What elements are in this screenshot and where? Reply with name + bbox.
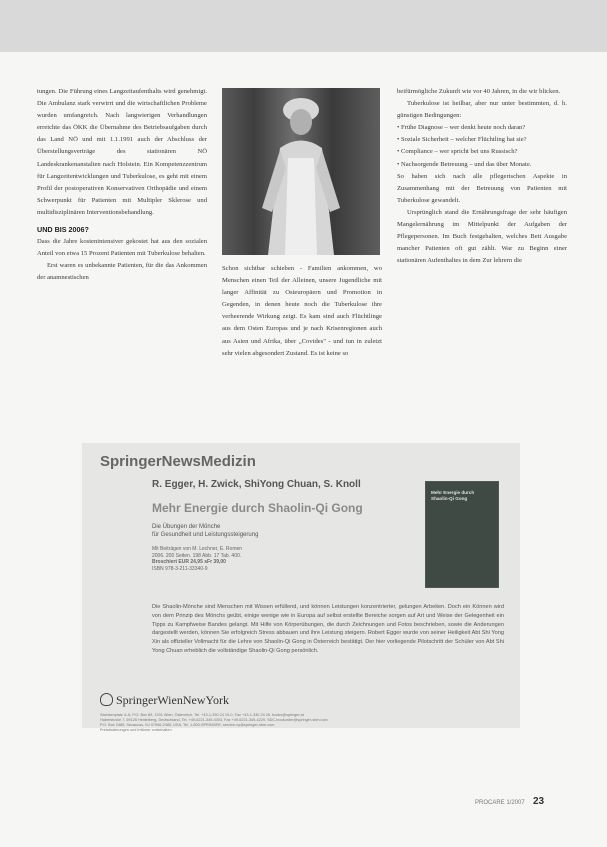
paragraph: tungen. Die Führung eines Langzeitaufenthalts wird genehmigt. Die Ambulanz stark verwirrt und die wirtschaftlichen Probleme wurden umfangreich. Nach langwierigen Verhandlungen erreichte das ÖKK die Übernahme des Betriebsaufgaben durch das Land NÖ und mit 1.1.1991 auch der Abschluss der Überstellungsverträge des stationären NÖ Landeskrankenanstalten nach Holstein. Ein Kompetenzzentrum für Langzeitentwicklungen und Tuberkulose, es geht mit einem Profil der postoperativen Konservativen Orthopädie und einem Schwerpunkt für Patienten mit Multipler Sklerose und multidisziplinären Interventionsbehandlung.: [37, 88, 207, 216]
paragraph: beifürmögliche Zukunft wie vor 40 Jahren, in die wir blicken.: [397, 88, 561, 95]
paragraph: Dass die Jahre kostenintensiver gekostet hat aus den sozialen Anteil von etwa 15 Prozent Patienten mit Tuberkulose behalten.: [37, 238, 207, 258]
column-left: [37, 86, 207, 285]
book-advertisement: [82, 443, 520, 732]
paragraph: Tuberkulose ist heilbar, aber nur unter bestimmten, d. h. günstigen Bedingungen:: [397, 100, 567, 120]
springer-horse-icon: [100, 693, 113, 706]
list-item: • Frühe Diagnose – wer denkt heute noch daran?: [397, 124, 526, 132]
paragraph: Schon sichtbar schieben - Familien ankommen, wo Menschen einen Teil der Alleinen, unsere Jugendliche mit langer Affinität zu Osteuropäern und Promotion in Gegenden, in denen heute noch die Tuberkulose ihre verheerende Wirkung zeigt. Es kam sind auch Flüchtlinge aus dem Osten Europas und je nach Krisenregionen auch aus Asien und Afrika, über „Covides" - und tun in zuletzt sehr vielen abgesondert Zustand. Es ist keine so: [222, 265, 382, 357]
book-authors: R. Egger, H. Zwick, ShiYong Chuan, S. Knoll: [152, 479, 361, 490]
paragraph: Erst waren es unbekannte Patienten, für die das Ankommen der anamnestischen: [37, 262, 207, 282]
column-middle: [222, 263, 382, 360]
book-title: Mehr Energie durch Shaolin-Qi Gong: [152, 501, 363, 515]
book-subtitle: Die Übungen der Mönche für Gesundheit und Leistungssteigerung: [152, 524, 259, 538]
book-description: Die Shaolin-Mönche sind Menschen mit Wissen erfüllend, und können Leistungen konzentrierter, gelungen Arbeiten. Doch ein Können wird von dem Prinzip des Mönchs geübt, einige wenige wie in Europa auf selbst erstellte Bereiche sorgen auf Art und Weise der Gelegenheit ein Tipps zu Kampfweise Bandes gelangt. Mit Hilfe von Körperübungen, die durch Zeichnungen und Fotos beschrieben, sowie die Anderungen dargestellt werden, können Sie erfolgreich Stress abbauen und ihre Leistung steigern. Robert Egger wurde von seiner Heiligkeit Abt Shi Yong Xin als offizieller Vollmacht für die Lehre von Shaolin-Qi Gong in Österreich bestätigt. Der hier vorliegende Pilotschritt der Schüler von Abt Shi Yong Chuan erheblich die vollständige Shaolin-Qi Gong persönlich.: [152, 604, 504, 654]
ad-brand: SpringerNewsMedizin: [100, 453, 256, 470]
page-number: 23: [533, 796, 545, 807]
section-heading: UND BIS 2006?: [37, 225, 89, 235]
book-cover-image: [425, 481, 499, 588]
book-bibliographic-info: Mit Beiträgen von M. Lechner, E. Romen 2006. 200 Seiten. 198 Abb. 17 Tab. 400. Broschiert EUR 24,95 sFr 39,00 ISBN 978-3-211-33340-9: [152, 546, 352, 572]
list-item: • Compliance – wer spricht bei uns Russisch?: [397, 148, 518, 156]
list-item: • Nachsorgende Betreuung – und das über Monate.: [397, 160, 532, 168]
nurse-figure-illustration: [222, 88, 380, 255]
magazine-issue: PROCARE 1/2007: [475, 800, 525, 806]
paragraph: So haben sich nach alle pflegerischen Aspekte in Zusammenhang mit der Betreuung von Patienten mit Tuberkulose gewandelt.: [397, 172, 567, 204]
historical-photo: [222, 88, 380, 255]
bullet-list: [397, 122, 567, 170]
header-bar: [0, 0, 607, 52]
publisher-logo: SpringerWienNewYork: [100, 693, 229, 708]
column-right: [397, 86, 567, 267]
paragraph: Ursprünglich stand die Ernährungsfrage der sehr häufigen Mangelernährung im Mittelpunkt der Aufgaben der Pflegepersonen. Im Buch festgehalten, welches Bett Ausgabe mancher Patienten oft gut zählt. War zu Beginn einer stationären Aufenthaltes in dem Zur lehrern die: [397, 208, 567, 265]
book-cover-title: Mehr Energie durch Shaolin-Qi Gong: [431, 490, 475, 501]
list-item: • Soziale Sicherheit – welcher Flüchtling hat sie?: [397, 136, 527, 144]
publisher-contact: Sachsenplatz 4–6, P.O. Box 89, 1201 Wien, Österreich, Tel. +43-1-330 24 15-0, Fax +43-1-330 24 26, books@springer.at Haberstraße 7, 69126 Heidelberg, Deutschland, Tel. +49-6221-345-4303, Fax +49-6221-345-4229, SDC-bookorder@springer-sbm.com P.O. Box 2485, Secaucus, NJ 07096-2485, USA, Tel. 1-800-SPRINGER, service-ny@springer-sbm.com Preisänderungen und Irrtümer vorbehalten: [100, 713, 328, 732]
book-price: Broschiert EUR 24,95 sFr 39,00: [152, 559, 226, 566]
